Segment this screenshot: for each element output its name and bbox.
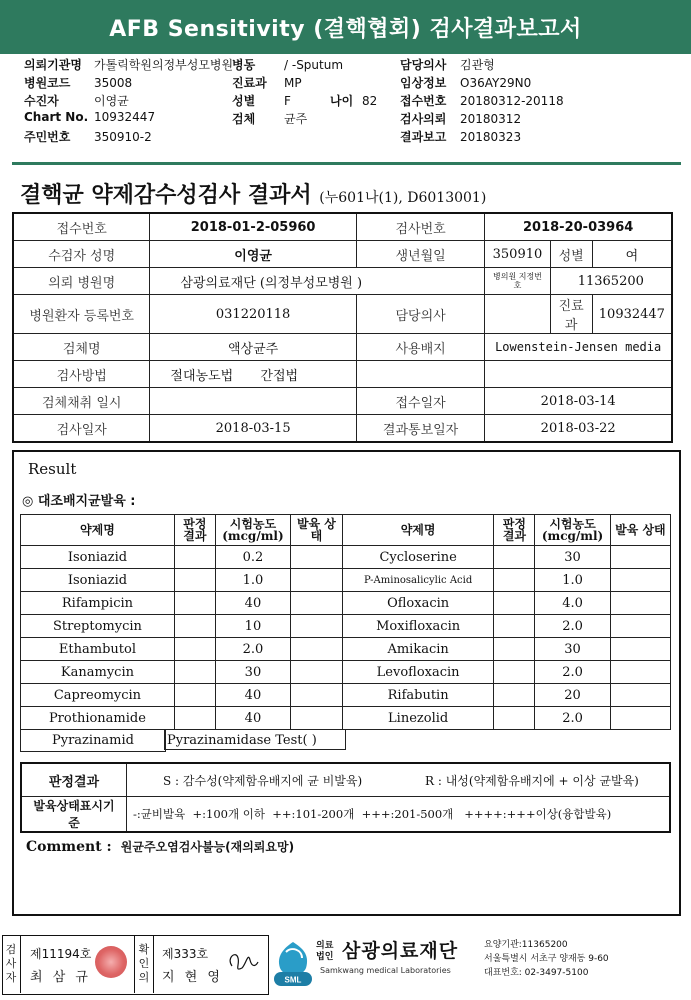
drug-name: Kanamycin: [21, 661, 175, 684]
notify-date: 2018-03-22: [485, 415, 672, 443]
concentration: 20: [535, 684, 610, 707]
empty-cell: [485, 361, 672, 388]
birth-date: 350910: [485, 241, 550, 268]
header-label: 진료과: [232, 76, 267, 90]
method-option: 간접법: [260, 368, 299, 384]
drug-name: Ofloxacin: [342, 592, 494, 615]
drug-name: Isoniazid: [21, 569, 175, 592]
signature-icon: [222, 944, 260, 980]
pza-test: Pyrazinamidase Test( ): [164, 729, 346, 750]
column-header: 발육 상태: [291, 515, 343, 546]
tester-name: 최 삼 규: [30, 970, 91, 985]
header-label: 접수번호: [400, 94, 447, 108]
title-code: (누601나(1), D6013001): [319, 190, 487, 206]
concentration: 2.0: [535, 661, 610, 684]
header-value: 35008: [94, 76, 133, 90]
comment-text: 원균주오염검사불능(재의뢰요망): [120, 840, 295, 854]
result-heading: Result: [28, 460, 77, 478]
info-label: 의뢰 병원명: [13, 268, 150, 295]
growth-cell: [291, 638, 343, 661]
table-row: [21, 615, 671, 638]
concentration: 2.0: [215, 638, 290, 661]
drug-name: P-Aminosalicylic Acid: [342, 569, 494, 592]
growth-cell: [610, 661, 670, 684]
method-cell: [150, 361, 356, 388]
column-header: 시험농도 (mcg/ml): [535, 515, 610, 546]
header-label: 담당의사: [400, 58, 447, 72]
growth-cell: [291, 684, 343, 707]
info-row: [13, 334, 672, 361]
info-row: [13, 268, 672, 295]
org-address: 서울특별시 서초구 양재동 9-60: [484, 954, 609, 964]
org-kind-2: 법인: [316, 952, 334, 962]
header-divider: [12, 162, 681, 165]
drug-name: Prothionamide: [21, 707, 175, 730]
receipt-date: 2018-03-14: [485, 388, 672, 415]
concentration: 40: [215, 592, 290, 615]
header-value: 20180312-20118: [460, 94, 564, 108]
info-label: 담당의사: [356, 295, 484, 334]
test-date: 2018-03-15: [150, 415, 356, 443]
tester-license: 제11194호: [30, 947, 92, 961]
gender: 여: [592, 241, 672, 268]
receipt-no: 2018-01-2-05960: [150, 213, 356, 241]
legend-label: 발육상태표시기준: [21, 797, 127, 833]
header-value: 이영균: [94, 94, 129, 108]
org-kind-1: 의료: [316, 941, 334, 951]
header-label: 의뢰기관명: [24, 58, 82, 72]
table-row: [21, 546, 671, 569]
info-label: 결과통보일자: [356, 415, 484, 443]
header-label: 검체: [232, 112, 256, 126]
org-phone: 대표번호: 02-3497-5100: [484, 968, 589, 978]
report-title: [20, 178, 486, 209]
concentration: 30: [215, 661, 290, 684]
age-value: 82: [362, 94, 378, 108]
info-table: [12, 212, 673, 443]
info-label: 성별: [550, 241, 592, 268]
judge-cell: [494, 592, 535, 615]
confirm-label: 확인의: [138, 943, 150, 984]
org-contact: [484, 938, 609, 980]
judge-cell: [174, 569, 215, 592]
tester-label-cell: [2, 935, 21, 993]
growth-cell: [610, 684, 670, 707]
judge-cell: [174, 615, 215, 638]
concentration: 40: [215, 684, 290, 707]
growth-cell: [291, 569, 343, 592]
drug-name: Amikacin: [342, 638, 494, 661]
age-label: 나이: [330, 94, 354, 108]
judge-cell: [174, 546, 215, 569]
legend-judge-cell: [127, 763, 671, 797]
info-label: 검체명: [13, 334, 150, 361]
registration-no: 031220118: [150, 295, 356, 334]
info-label: 접수번호: [13, 213, 150, 241]
info-row: [13, 361, 672, 388]
legend-growth: -:균비발육 +:100개 이하 ++:101-200개 +++:201-500개 ++++:+++이상(융합발육): [127, 797, 671, 833]
title-text: 결핵균 약제감수성검사 결과서: [20, 182, 312, 208]
judge-cell: [494, 707, 535, 730]
confirm-license: 제333호: [162, 947, 209, 961]
concentration: 30: [535, 546, 610, 569]
drug-name: Capreomycin: [21, 684, 175, 707]
judge-cell: [494, 546, 535, 569]
concentration: 2.0: [535, 615, 610, 638]
legend-row: [21, 797, 670, 833]
doctor-value: [485, 295, 550, 334]
info-label: 병의원 지정번호: [485, 268, 550, 295]
method-option: 절대농도법: [170, 368, 234, 384]
drug-name: Cycloserine: [342, 546, 494, 569]
specimen-name: 액상균주: [150, 334, 356, 361]
header-value: 20180312: [460, 112, 522, 126]
growth-cell: [291, 615, 343, 638]
info-label: 생년월일: [356, 241, 484, 268]
judge-cell: [494, 569, 535, 592]
info-label: 검사일자: [13, 415, 150, 443]
header-value: 20180323: [460, 130, 522, 144]
collection-date: [150, 388, 356, 415]
comment: [26, 836, 294, 855]
drug-name: Ethambutol: [21, 638, 175, 661]
header-label: 병동: [232, 58, 256, 72]
header-value: 10932447: [94, 110, 156, 124]
info-row: [13, 388, 672, 415]
header-value: / -Sputum: [284, 58, 344, 72]
drug-table: [20, 514, 671, 730]
header-value: 350910-2: [94, 130, 152, 144]
report-header: [24, 56, 684, 156]
table-row: [21, 592, 671, 615]
legend-row: [21, 763, 670, 797]
concentration: 10: [215, 615, 290, 638]
growth-cell: [610, 638, 670, 661]
drug-name: Rifabutin: [342, 684, 494, 707]
info-label: 수검자 성명: [13, 241, 150, 268]
info-label: 검체채취 일시: [13, 388, 150, 415]
legend-table: [20, 762, 671, 833]
header-right-col: [400, 56, 564, 146]
concentration: 0.2: [215, 546, 290, 569]
column-header: 약제명: [21, 515, 175, 546]
legend-label: 판정결과: [21, 763, 127, 797]
info-label: 검사방법: [13, 361, 150, 388]
hospital-name: 삼광의료재단 (의정부성모병원 ): [150, 268, 485, 295]
confirm-name: 지 현 영: [162, 970, 223, 985]
header-value: O36AY29N0: [460, 76, 532, 90]
header-value: F: [284, 94, 291, 108]
table-row: [21, 661, 671, 684]
table-row: [21, 684, 671, 707]
info-label: 진료과: [550, 295, 592, 334]
judge-cell: [494, 661, 535, 684]
table-row: [21, 569, 671, 592]
header-left-col: [24, 56, 233, 146]
header-value: 균주: [284, 112, 308, 126]
comment-label: Comment :: [26, 839, 112, 855]
drug-name: Rifampicin: [21, 592, 175, 615]
growth-cell: [291, 546, 343, 569]
seal-icon: [95, 946, 127, 978]
header-label: 성별: [232, 94, 256, 108]
legend-resistant: R : 내성(약제함유배지에 + 이상 균발육): [425, 773, 639, 788]
info-row: [13, 295, 672, 334]
info-label: 병원환자 등록번호: [13, 295, 150, 334]
concentration: 4.0: [535, 592, 610, 615]
patient-name: 이영균: [150, 241, 356, 268]
header-value: MP: [284, 76, 302, 90]
info-label: 검사번호: [356, 213, 484, 241]
test-no: 2018-20-03964: [485, 213, 672, 241]
info-row: [13, 415, 672, 443]
concentration: 1.0: [215, 569, 290, 592]
header-label: Chart No.: [24, 110, 89, 124]
growth-cell: [291, 707, 343, 730]
growth-cell: [610, 615, 670, 638]
pza-name: Pyrazinamid: [20, 729, 166, 752]
drug-name: Streptomycin: [21, 615, 175, 638]
header-value: 가톨릭학원의정부성모병원: [94, 58, 234, 72]
tester-label: 검사자: [5, 943, 17, 984]
sml-logo-text: SML: [284, 975, 302, 985]
header-value: 김관형: [460, 58, 495, 72]
judge-cell: [494, 615, 535, 638]
info-label: 사용배지: [356, 334, 484, 361]
judge-cell: [174, 638, 215, 661]
care-institution-no: 요양기관:11365200: [484, 940, 568, 950]
judge-cell: [174, 684, 215, 707]
concentration: 2.0: [535, 707, 610, 730]
growth-cell: [610, 592, 670, 615]
header-label: 임상정보: [400, 76, 447, 90]
header-label: 수진자: [24, 94, 59, 108]
concentration: 40: [215, 707, 290, 730]
legend-susceptible: S : 감수성(약제함유배지에 균 비발육): [163, 773, 363, 788]
judge-cell: [494, 638, 535, 661]
judge-cell: [174, 661, 215, 684]
concentration: 1.0: [535, 569, 610, 592]
header-label: 검사의뢰: [400, 112, 447, 126]
header-label: 결과보고: [400, 130, 447, 144]
growth-cell: [291, 592, 343, 615]
report-banner: AFB Sensitivity (결핵협회) 검사결과보고서: [0, 0, 691, 54]
medium: Lowenstein-Jensen media: [485, 334, 672, 361]
drug-name: Moxifloxacin: [342, 615, 494, 638]
drug-table-header: [21, 515, 671, 546]
column-header: 판정 결과: [494, 515, 535, 546]
org-kind: [316, 941, 333, 963]
concentration: 30: [535, 638, 610, 661]
department-value: 10932447: [592, 295, 672, 334]
growth-cell: [610, 569, 670, 592]
drug-name: Levofloxacin: [342, 661, 494, 684]
header-mid-col: [232, 56, 377, 128]
judge-cell: [494, 684, 535, 707]
org-english-name: Samkwang medical Laboratories: [320, 966, 451, 975]
drug-name: Isoniazid: [21, 546, 175, 569]
judge-cell: [174, 592, 215, 615]
judge-cell: [174, 707, 215, 730]
info-row: [13, 241, 672, 268]
sml-logo-icon: [272, 938, 314, 988]
column-header: 약제명: [342, 515, 494, 546]
column-header: 판정 결과: [174, 515, 215, 546]
info-row: [13, 213, 672, 241]
table-row: [21, 707, 671, 730]
control-growth-label: ◎ 대조배지균발육 :: [22, 494, 136, 509]
table-row: [21, 638, 671, 661]
column-header: 발육 상태: [610, 515, 670, 546]
header-label: 병원코드: [24, 76, 71, 90]
growth-cell: [610, 707, 670, 730]
header-label: 주민번호: [24, 130, 71, 144]
hospital-code: 11365200: [550, 268, 672, 295]
growth-cell: [291, 661, 343, 684]
growth-cell: [610, 546, 670, 569]
empty-cell: [356, 361, 484, 388]
drug-name: Linezolid: [342, 707, 494, 730]
confirm-label-cell: [134, 935, 154, 993]
column-header: 시험농도 (mcg/ml): [215, 515, 290, 546]
org-name: 삼광의료재단: [342, 940, 459, 962]
info-label: 접수일자: [356, 388, 484, 415]
